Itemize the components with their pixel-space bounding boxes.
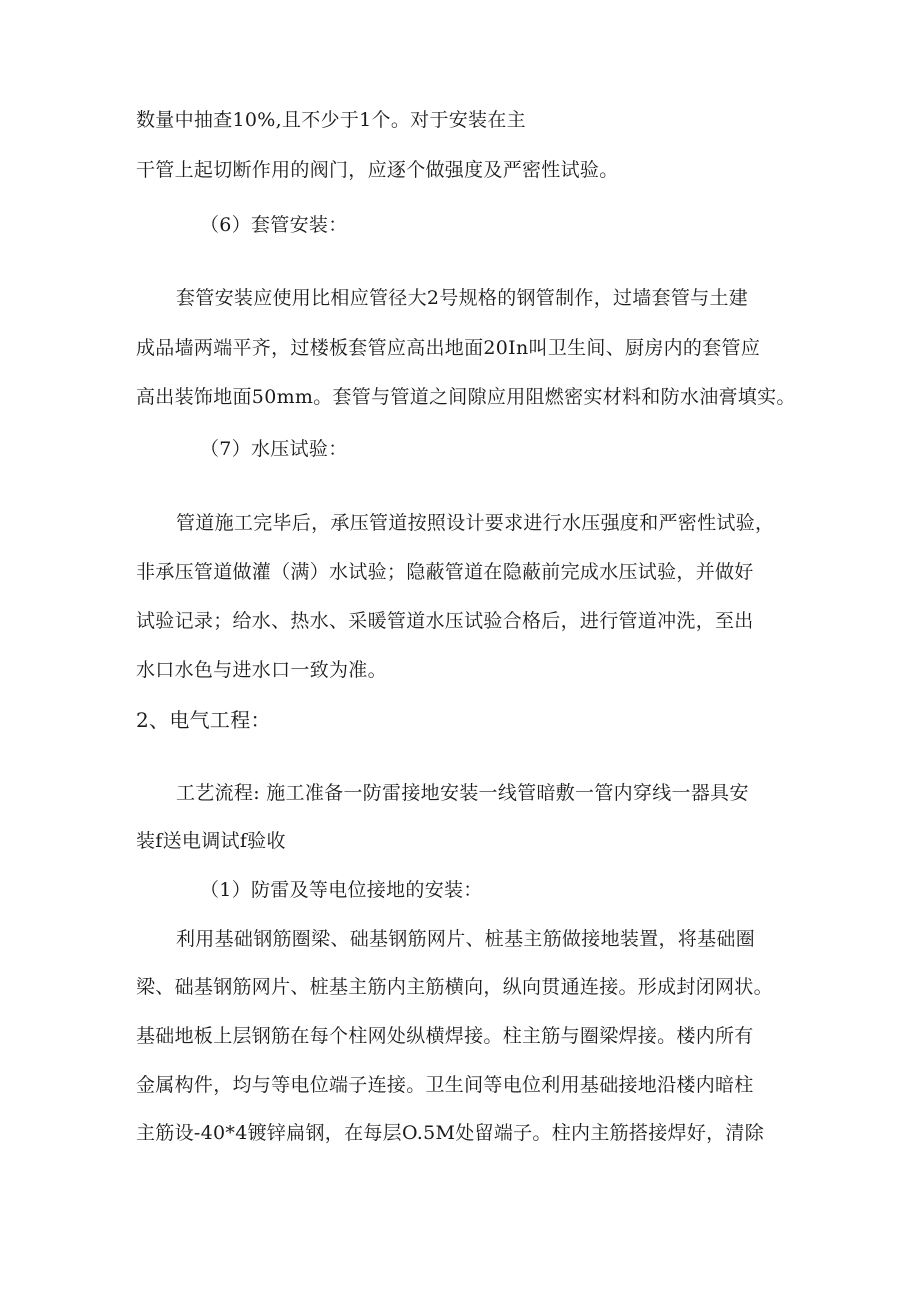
section-heading-1: （1）防雷及等电位接地的安装： [200, 879, 483, 901]
section-heading-6: （6）套管安装： [200, 214, 348, 236]
paragraph-line: 管道施工完毕后，承压管道按照设计要求进行水压强度和严密性试验， [176, 512, 775, 534]
paragraph-line: 主筋设-40*4镀锌扁钢，在每层O.5M处留端子。柱内主筋搭接焊好，清除 [136, 1122, 765, 1144]
paragraph-line: 干管上起切断作用的阀门，应逐个做强度及严密性试验。 [136, 159, 619, 181]
paragraph-line: 工艺流程: 施工准备一防雷接地安装一线管暗敷一管内穿线一器具安 [176, 782, 749, 804]
paragraph-line: 梁、础基钢筋网片、桩基主筋内主筋横向，纵向贯通连接。形成封闭网状。 [136, 976, 773, 998]
paragraph-line: 非承压管道做灌（满）水试验；隐蔽管道在隐蔽前完成水压试验，并做好 [136, 561, 754, 583]
paragraph-line: 成品墙两端平齐，过楼板套管应高出地面20In叫卫生间、厨房内的套管应 [136, 337, 761, 359]
paragraph-line: 金属构件，均与等电位端子连接。卫生间等电位利用基础接地沿楼内暗柱 [136, 1074, 754, 1096]
paragraph-line: 水口水色与进水口一致为准。 [136, 659, 387, 681]
paragraph-line: 试验记录；给水、热水、采暖管道水压试验合格后，进行管道冲洗，至出 [136, 610, 754, 632]
paragraph-line: 高出装饰地面50mm。套管与管道之间隙应用阻燃密实材料和防水油膏填实。 [136, 386, 796, 408]
section-heading-electrical: 2、电气工程： [136, 708, 271, 732]
paragraph-line: 数量中抽查10%,且不少于1个。对于安装在主 [136, 109, 526, 131]
section-heading-7: （7）水压试验： [200, 438, 348, 460]
paragraph-line: 套管安装应使用比相应管径大2号规格的钢管制作，过墙套管与土建 [176, 287, 749, 309]
paragraph-line: 利用基础钢筋圈梁、础基钢筋网片、桩基主筋做接地装置，将基础圈 [176, 928, 756, 950]
paragraph-line: 基础地板上层钢筋在每个柱网处纵横焊接。柱主筋与圈梁焊接。楼内所有 [136, 1025, 754, 1047]
paragraph-line: 装f送电调试f验收 [136, 830, 286, 852]
